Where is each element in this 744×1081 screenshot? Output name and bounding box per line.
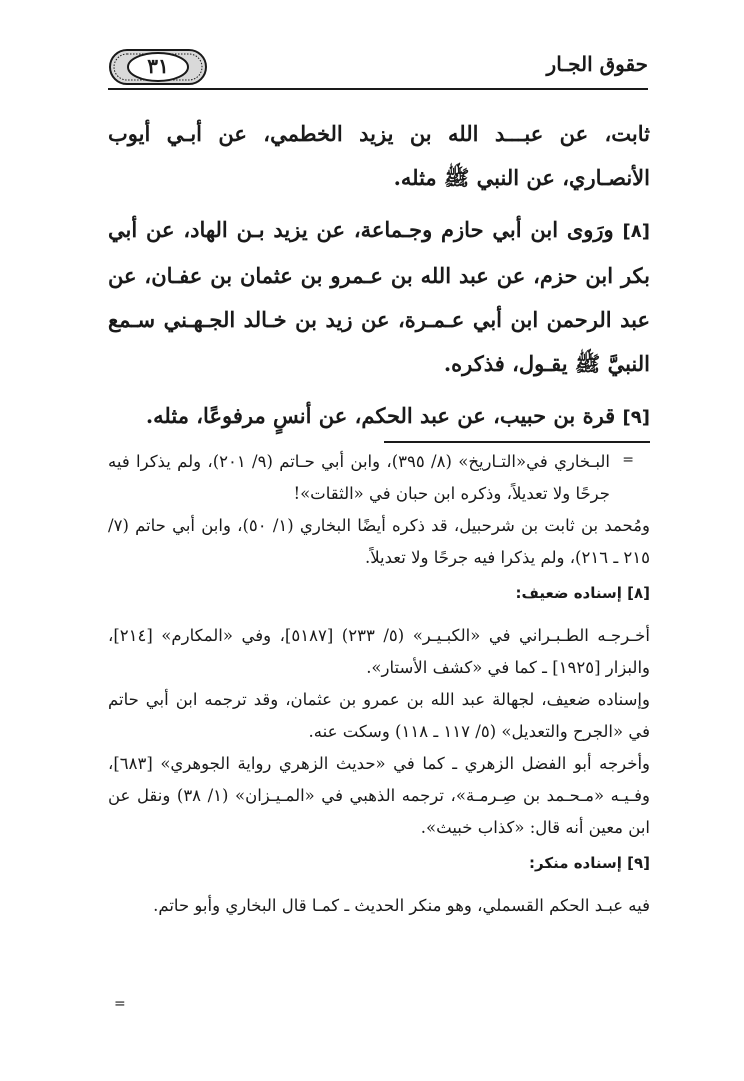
footnote-heading-8: [٨] إسناده ضعيف: <box>515 584 650 602</box>
footnote-text: وأخرجه أبو الفضل الزهري ـ كما في «حديث الزهري رواية الجوهري» [٦٨٣]، وفـيـه «مـحـمد بن صِـرمـة»، ترجمه الذهبي في «المـيـزان» (١/ ٣٨) ونقل عن ابن معين أنه قال: «كذاب خبيث». <box>108 754 650 837</box>
footnote-text: ومُحمد بن ثابت بن شرحبيل، قد ذكره أيضًا البخاري (١/ ٥٠)، وابن أبي حاتم (٧/ ٢١٥ ـ ٢١٦)، ولم يذكرا فيه جرحًا ولا تعديلاً. <box>108 516 650 567</box>
footnote-divider <box>384 441 650 443</box>
paragraph-continuation <box>108 112 650 200</box>
end-mark: = <box>114 996 126 1012</box>
paragraph-9 <box>108 394 650 440</box>
book-title: حقوق الجـار <box>546 52 648 76</box>
paragraph-text: ورَوى ابن أبي حازم وجـماعة، عن يزيد بـن الهاد، عن أبي بكر ابن حزم، عن عبد الله بن عـمرو بن عثمان بن عفـان، عن عبد الرحمن ابن أبي عـمـرة، عن زيد بن خـالد الجـهـني سـمع النبيَّ ﷺ يقـول، فذكره. <box>108 217 650 376</box>
header-divider <box>108 88 648 90</box>
footnote-text: البـخاري في«التـاريخ» (٨/ ٣٩٥)، وابن أبي حـاتم (٩/ ٢٠١)، ولم يذكرا فيه جرحًا ولا تعديلاً، وذكره ابن حبان في «الثقات»! <box>108 452 610 503</box>
footnotes <box>108 446 650 922</box>
footnote-heading-9: [٩] إسناده منكر: <box>529 854 650 872</box>
main-text <box>108 112 650 448</box>
page-number-badge <box>108 48 208 86</box>
continuation-mark: = <box>622 452 634 468</box>
page-header <box>108 48 648 88</box>
paragraph-8 <box>108 208 650 386</box>
footnote-text: فيه عبـد الحكم القسملي، وهو منكر الحديث ـ كمـا قال البخاري وأبو حاتم. <box>153 896 650 915</box>
paragraph-text: ثابت، عن عبـــد الله بن يزيد الخطمي، عن أبـي أيوب الأنصـاري، عن النبي ﷺ مثله. <box>108 121 650 190</box>
footnote-text: وإسناده ضعيف، لجهالة عبد الله بن عمرو بن عثمان، وقد ترجمه ابن أبي حاتم في «الجرح والتعديل» (٥/ ١١٧ ـ ١١٨) وسكت عنه. <box>108 690 650 741</box>
footnote-text: أخـرجـه الطـبـراني في «الكبـيـر» (٥/ ٢٣٣) [٥١٨٧]، وفي «المكارم» [٢١٤]، والبزار [١٩٢٥] ـ كما في «كشف الأستار». <box>108 626 650 677</box>
reference-number: [٨] <box>622 221 650 242</box>
reference-number: [٩] <box>622 407 650 428</box>
page-number: ٣١ <box>147 54 169 78</box>
paragraph-text: قرة بن حبيب، عن عبد الحكم، عن أنسٍ مرفوعًا، مثله. <box>145 403 616 428</box>
